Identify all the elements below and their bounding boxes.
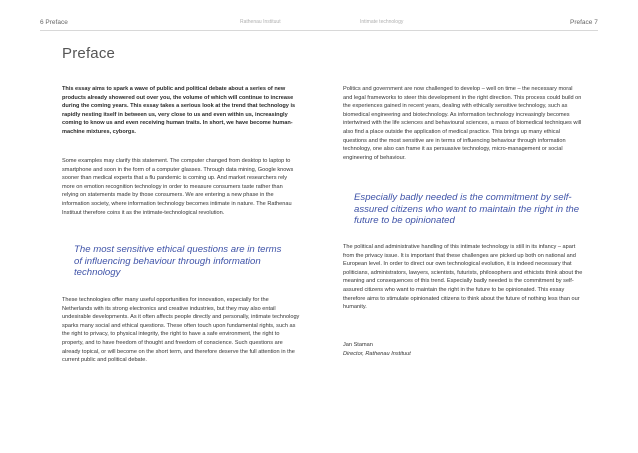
right-paragraph-1: Politics and government are now challenged to develop – well on time – the necessary moral and legal frameworks to steer this development in the right direction. This process could build on the experiences gained in recent years, dealing with ethically sensitive technology, such as biomedical engineering and biotechnology. As information technology increasingly becomes intertwined with the life sciences and behavioural sciences, a mass of biomedical techniques will also find a place outside the application of medical practice. This brings up many ethical questions and the most sensitive are in terms of influencing behaviour through information technology, one also can frame it as persuasive technology, micro-management or social engineering of behaviour. <box>343 86 582 161</box>
right-page-number-label: Preface 7 <box>570 19 598 26</box>
right-paragraph-2: The political and administrative handling of this intimate technology is still in its infancy – apart from the privacy issue. It is important that these challenges are picked up both on national and European level. In order to direct our own technological evolution, it is indeed necessary that politicians, administrators, lawyers, scientists, futurists, philosophers and ethicists think about the meaning and consequences of this trend. Especially badly needed is the commitment by self-assured citizens who want to maintain the right in the future to be opinionated. This essay therefore aims to stimulate opinionated citizens to think about the future of nothing less than our humanity. <box>343 244 583 311</box>
running-head-publisher: Rathenau Instituut <box>240 19 281 25</box>
left-paragraph-3: These technologies offer many useful opportunities for innovation, especially for the Netherlands with its strong electronics and creative industries, but they may also entail undesirable developments. As it often affects people directly and personally, intimate technology sparks many social and ethical questions. These often touch upon fundamental rights, such as the right to privacy, to physical integrity, the right to have a safe environment, the right to property, and to have freedom of thought and freedom of conscience. Such questions are already topical, or will become on the short term, and therefore deserve the full attention in the current public and political debate. <box>62 297 300 364</box>
page-header <box>0 0 638 40</box>
header-divider <box>40 30 598 31</box>
left-paragraph-2: Some examples may clarify this statement. The computer changed from desktop to laptop to smartphone and soon in the form of a computer glasses. Through data mining, Google knows sooner than medical experts that a flu pandemic is coming up. And market researchers rely more on emotion recognition technology in order to measure consumers taste rather than relying on statements made by those consumers. We are entering a new phase in the information society, where information technology becomes intimate in nature. The Rathenau Instituut therefore coins it as the intimate-technological revolution. <box>62 158 294 216</box>
left-intro-paragraph: This essay aims to spark a wave of public and political debate about a series of new products already showered out over you, the volume of which will continue to increase during the coming years. This essay takes a serious look at the trend that technology is rapidly nesting itself in between us, very close to us and even within us, increasingly coming to know us and even receiving human traits. In short, we have become human-machine mixtures, cyborgs. <box>62 86 296 135</box>
page-title: Preface <box>62 45 116 62</box>
left-pull-quote: The most sensitive ethical questions are in terms of influencing behaviour through information technology <box>74 244 282 278</box>
running-head-title: Intimate technology <box>360 19 404 25</box>
left-page-number-label: 6 Preface <box>40 19 68 26</box>
signature-name: Jan Staman <box>343 342 373 348</box>
signature-role: Director, Rathenau Instituut <box>343 351 411 357</box>
right-pull-quote: Especially badly needed is the commitment by self-assured citizens who want to maintain the right in the future to be opinionated <box>354 192 580 226</box>
